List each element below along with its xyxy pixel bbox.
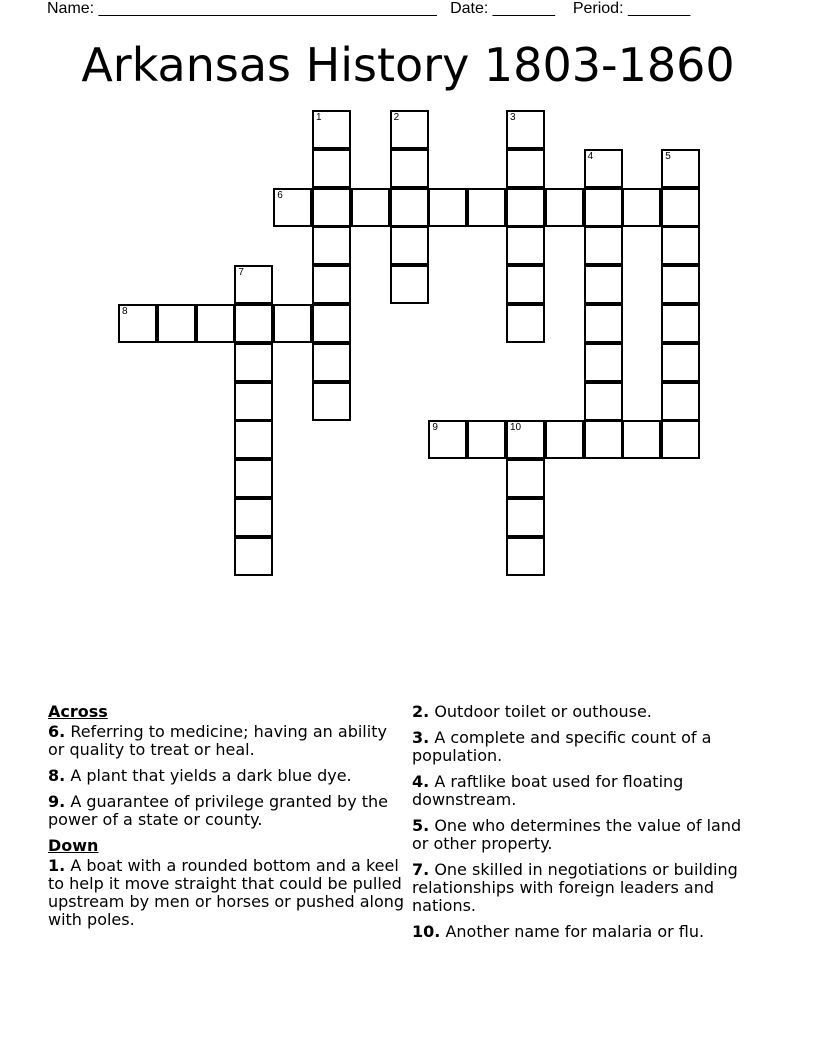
grid-cell[interactable]	[584, 420, 623, 459]
grid-cell[interactable]	[506, 265, 545, 304]
grid-cell[interactable]	[234, 265, 273, 304]
clue-number: 7.	[412, 860, 430, 879]
grid-cell[interactable]	[390, 265, 429, 304]
grid-cell[interactable]	[467, 188, 506, 227]
grid-cell[interactable]	[506, 188, 545, 227]
grid-cell[interactable]	[545, 420, 584, 459]
grid-cell[interactable]	[234, 459, 273, 498]
clue-text: One skilled in negotiations or building relationships with foreign leaders and nations.	[412, 860, 738, 915]
clue-down-10	[412, 923, 752, 941]
date-field-label[interactable]: Date: _______	[450, 0, 556, 17]
grid-cell[interactable]	[467, 420, 506, 459]
grid-cell[interactable]	[312, 110, 351, 149]
grid-cell[interactable]	[584, 265, 623, 304]
clues-right-column	[412, 703, 752, 949]
grid-cell[interactable]	[351, 188, 390, 227]
grid-cell[interactable]	[506, 304, 545, 343]
grid-cell[interactable]	[234, 498, 273, 537]
grid-cell[interactable]	[312, 382, 351, 421]
clue-down-4	[412, 773, 752, 809]
grid-cell[interactable]	[622, 420, 661, 459]
clue-number: 8.	[48, 766, 66, 785]
grid-cell[interactable]	[312, 304, 351, 343]
grid-cell[interactable]	[157, 304, 196, 343]
down-heading: Down	[48, 836, 99, 855]
clues-left-column	[48, 703, 408, 937]
grid-cell[interactable]	[196, 304, 235, 343]
cell-number: 4	[587, 150, 594, 162]
across-heading: Across	[48, 702, 108, 721]
cell-number: 7	[238, 267, 244, 279]
cell-number: 8	[122, 306, 128, 317]
grid-cell[interactable]	[622, 188, 661, 227]
grid-cell[interactable]	[273, 304, 312, 343]
grid-cell[interactable]	[661, 343, 700, 382]
clue-down-1	[48, 857, 408, 929]
grid-cell[interactable]	[273, 188, 312, 227]
grid-cell[interactable]	[312, 265, 351, 304]
clue-text: One who determines the value of land or other property.	[412, 816, 742, 853]
cell-number: 2	[393, 112, 400, 123]
clue-text: Outdoor toilet or outhouse.	[434, 702, 652, 721]
clue-text: A raftlike boat used for floating downstream.	[412, 772, 684, 809]
grid-cell[interactable]	[661, 304, 700, 343]
clue-number: 4.	[412, 772, 430, 791]
clue-number: 3.	[412, 728, 430, 747]
clue-down-7	[412, 861, 752, 915]
grid-cell[interactable]	[428, 188, 467, 227]
name-field-label[interactable]: Name: ______________________________________	[47, 0, 437, 17]
grid-cell[interactable]	[428, 420, 467, 459]
clue-text: A plant that yields a dark blue dye.	[70, 766, 352, 785]
grid-cell[interactable]	[234, 537, 273, 576]
grid-cell[interactable]	[661, 265, 700, 304]
clue-down-3	[412, 729, 752, 765]
clue-number: 6.	[48, 722, 66, 741]
cell-number: 10	[510, 422, 522, 434]
clue-text: Another name for malaria or flu.	[445, 922, 705, 941]
grid-cell[interactable]	[234, 343, 273, 382]
grid-cell[interactable]	[661, 149, 700, 188]
grid-cell[interactable]	[584, 188, 623, 227]
clue-text: A complete and specific count of a population.	[412, 728, 712, 765]
cell-number: 9	[432, 422, 438, 434]
clue-number: 5.	[412, 816, 430, 835]
clue-across-6	[48, 723, 408, 759]
grid-cell[interactable]	[118, 304, 157, 343]
grid-cell[interactable]	[506, 226, 545, 265]
clue-down-2	[412, 703, 752, 721]
clue-across-9	[48, 793, 408, 829]
grid-cell[interactable]	[584, 304, 623, 343]
clue-number: 1.	[48, 856, 66, 875]
grid-cell[interactable]	[390, 188, 429, 227]
grid-cell[interactable]	[506, 110, 545, 149]
clue-text: Referring to medicine; having an ability or quality to treat or heal.	[48, 722, 387, 759]
grid-cell[interactable]	[506, 420, 545, 459]
grid-cell[interactable]	[312, 343, 351, 382]
grid-cell[interactable]	[545, 188, 584, 227]
grid-cell[interactable]	[312, 149, 351, 188]
cell-number: 6	[277, 189, 283, 201]
clue-down-5	[412, 817, 752, 853]
grid-cell[interactable]	[584, 149, 623, 188]
grid-cell[interactable]	[390, 226, 429, 265]
grid-cell[interactable]	[506, 459, 545, 498]
grid-cell[interactable]	[661, 420, 700, 459]
clue-across-8	[48, 767, 408, 785]
grid-cell[interactable]	[234, 304, 273, 343]
grid-cell[interactable]	[584, 226, 623, 265]
page-title: Arkansas History 1803-1860	[81, 38, 735, 92]
grid-cell[interactable]	[506, 537, 545, 576]
clue-number: 10.	[412, 922, 441, 941]
grid-cell[interactable]	[584, 382, 623, 421]
grid-cell[interactable]	[506, 149, 545, 188]
grid-cell[interactable]	[661, 188, 700, 227]
grid-cell[interactable]	[661, 382, 700, 421]
cell-number: 1	[316, 112, 322, 123]
grid-cell[interactable]	[234, 382, 273, 421]
grid-cell[interactable]	[234, 420, 273, 459]
grid-cell[interactable]	[584, 343, 623, 382]
grid-cell[interactable]	[506, 498, 545, 537]
period-field-label[interactable]: Period: _______	[572, 0, 691, 17]
clue-number: 2.	[412, 702, 430, 721]
clue-text: A guarantee of privilege granted by the power of a state or county.	[48, 792, 388, 829]
clue-text: A boat with a rounded bottom and a keel to help it move straight that could be pulled upstream by men or horses or pushed along with poles.	[48, 856, 405, 929]
cell-number: 3	[510, 112, 516, 123]
grid-cell[interactable]	[390, 149, 429, 188]
grid-cell[interactable]	[390, 110, 429, 149]
cell-number: 5	[665, 150, 671, 162]
grid-cell[interactable]	[661, 226, 700, 265]
grid-cell[interactable]	[312, 226, 351, 265]
grid-cell[interactable]	[312, 188, 351, 227]
clue-number: 9.	[48, 792, 66, 811]
